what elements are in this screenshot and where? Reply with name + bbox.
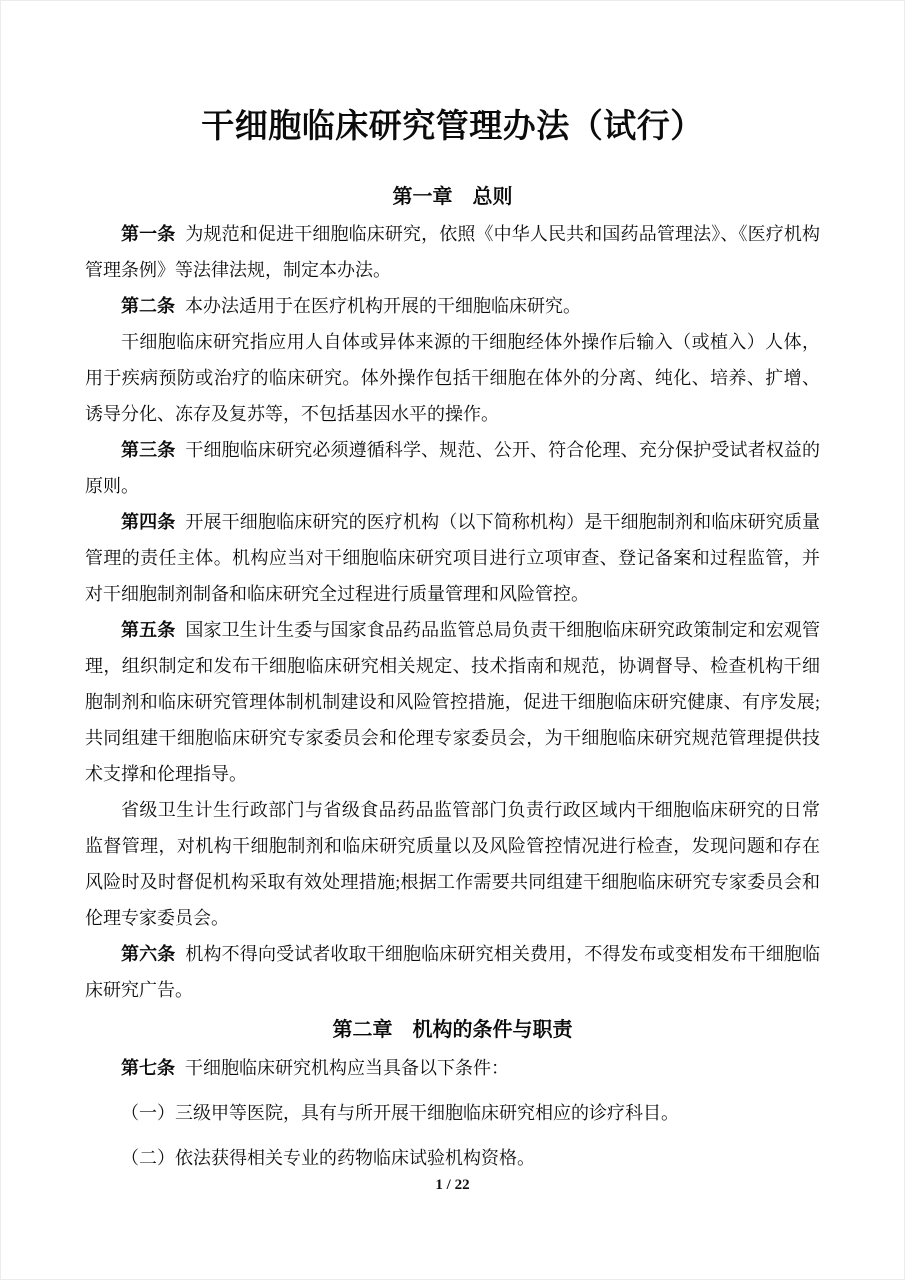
article-text: 干细胞临床研究必须遵循科学、规范、公开、符合伦理、充分保护受试者权益的原则。 (85, 440, 820, 496)
chapter-heading-2: 第二章 机构的条件与职责 (332, 1019, 573, 1041)
body-paragraph (85, 792, 820, 936)
article-text: 为规范和促进干细胞临床研究，依照《中华人民共和国药品管理法》、《医疗机构管理条例》等法律法规，制定本办法。 (85, 224, 821, 280)
body-paragraph (85, 324, 820, 432)
list-item (85, 1095, 820, 1131)
page-number: 1 / 22 (435, 1177, 470, 1193)
article-number: 第二条 (121, 296, 175, 316)
article-paragraph (85, 288, 820, 324)
article-paragraph (85, 936, 820, 1008)
article-text: 本办法适用于在医疗机构开展的干细胞临床研究。 (185, 296, 581, 316)
article-paragraph (85, 1050, 820, 1086)
chapter-heading-1: 第一章 总则 (392, 186, 513, 208)
list-item-text: （二）依法获得相关专业的药物临床试验机构资格。 (121, 1148, 535, 1168)
document-title: 干细胞临床研究管理办法（试行） (201, 107, 704, 144)
article-text: 机构不得向受试者收取干细胞临床研究相关费用，不得发布或变相发布干细胞临床研究广告。 (85, 944, 820, 1000)
article-text: 国家卫生计生委与国家食品药品监管总局负责干细胞临床研究政策制定和宏观管理，组织制定和发布干细胞临床研究相关规定、技术指南和规范，协调督导、检查机构干细胞制剂和临床研究管理体制机制建设和风险管控措施，促进干细胞临床研究健康、有序发展;共同组建干细胞临床研究专家委员会和伦理专家委员会，为干细胞临床研究规范管理提供技术支撑和伦理指导。 (85, 620, 820, 784)
article-paragraph (85, 216, 820, 288)
article-number: 第一条 (121, 224, 176, 244)
paragraph-text: 省级卫生计生行政部门与省级食品药品监管部门负责行政区域内干细胞临床研究的日常监督管理，对机构干细胞制剂和临床研究质量以及风险管控情况进行检查，发现问题和存在风险时及时督促机构采取有效处理措施;根据工作需要共同组建干细胞临床研究专家委员会和伦理专家委员会。 (85, 800, 820, 928)
article-number: 第七条 (121, 1058, 175, 1078)
article-paragraph (85, 612, 820, 792)
article-number: 第六条 (121, 944, 176, 964)
list-item (85, 1140, 820, 1176)
article-text: 干细胞临床研究机构应当具备以下条件： (185, 1058, 509, 1078)
article-number: 第五条 (121, 620, 176, 640)
paragraph-text: 干细胞临床研究指应用人自体或异体来源的干细胞经体外操作后输入（或植入）人体，用于疾病预防或治疗的临床研究。体外操作包括干细胞在体外的分离、纯化、培养、扩增、诱导分化、冻存及复苏等，不包括基因水平的操作。 (85, 332, 820, 424)
article-paragraph (85, 432, 820, 504)
list-item-text: （一）三级甲等医院，具有与所开展干细胞临床研究相应的诊疗科目。 (121, 1103, 679, 1123)
article-text: 开展干细胞临床研究的医疗机构（以下简称机构）是干细胞制剂和临床研究质量管理的责任主体。机构应当对干细胞临床研究项目进行立项审查、登记备案和过程监管，并对干细胞制剂制备和临床研究全过程进行质量管理和风险管控。 (85, 512, 820, 604)
article-number: 第四条 (121, 512, 176, 532)
article-number: 第三条 (121, 440, 176, 460)
document-content (0, 103, 905, 1176)
article-paragraph (85, 504, 820, 612)
